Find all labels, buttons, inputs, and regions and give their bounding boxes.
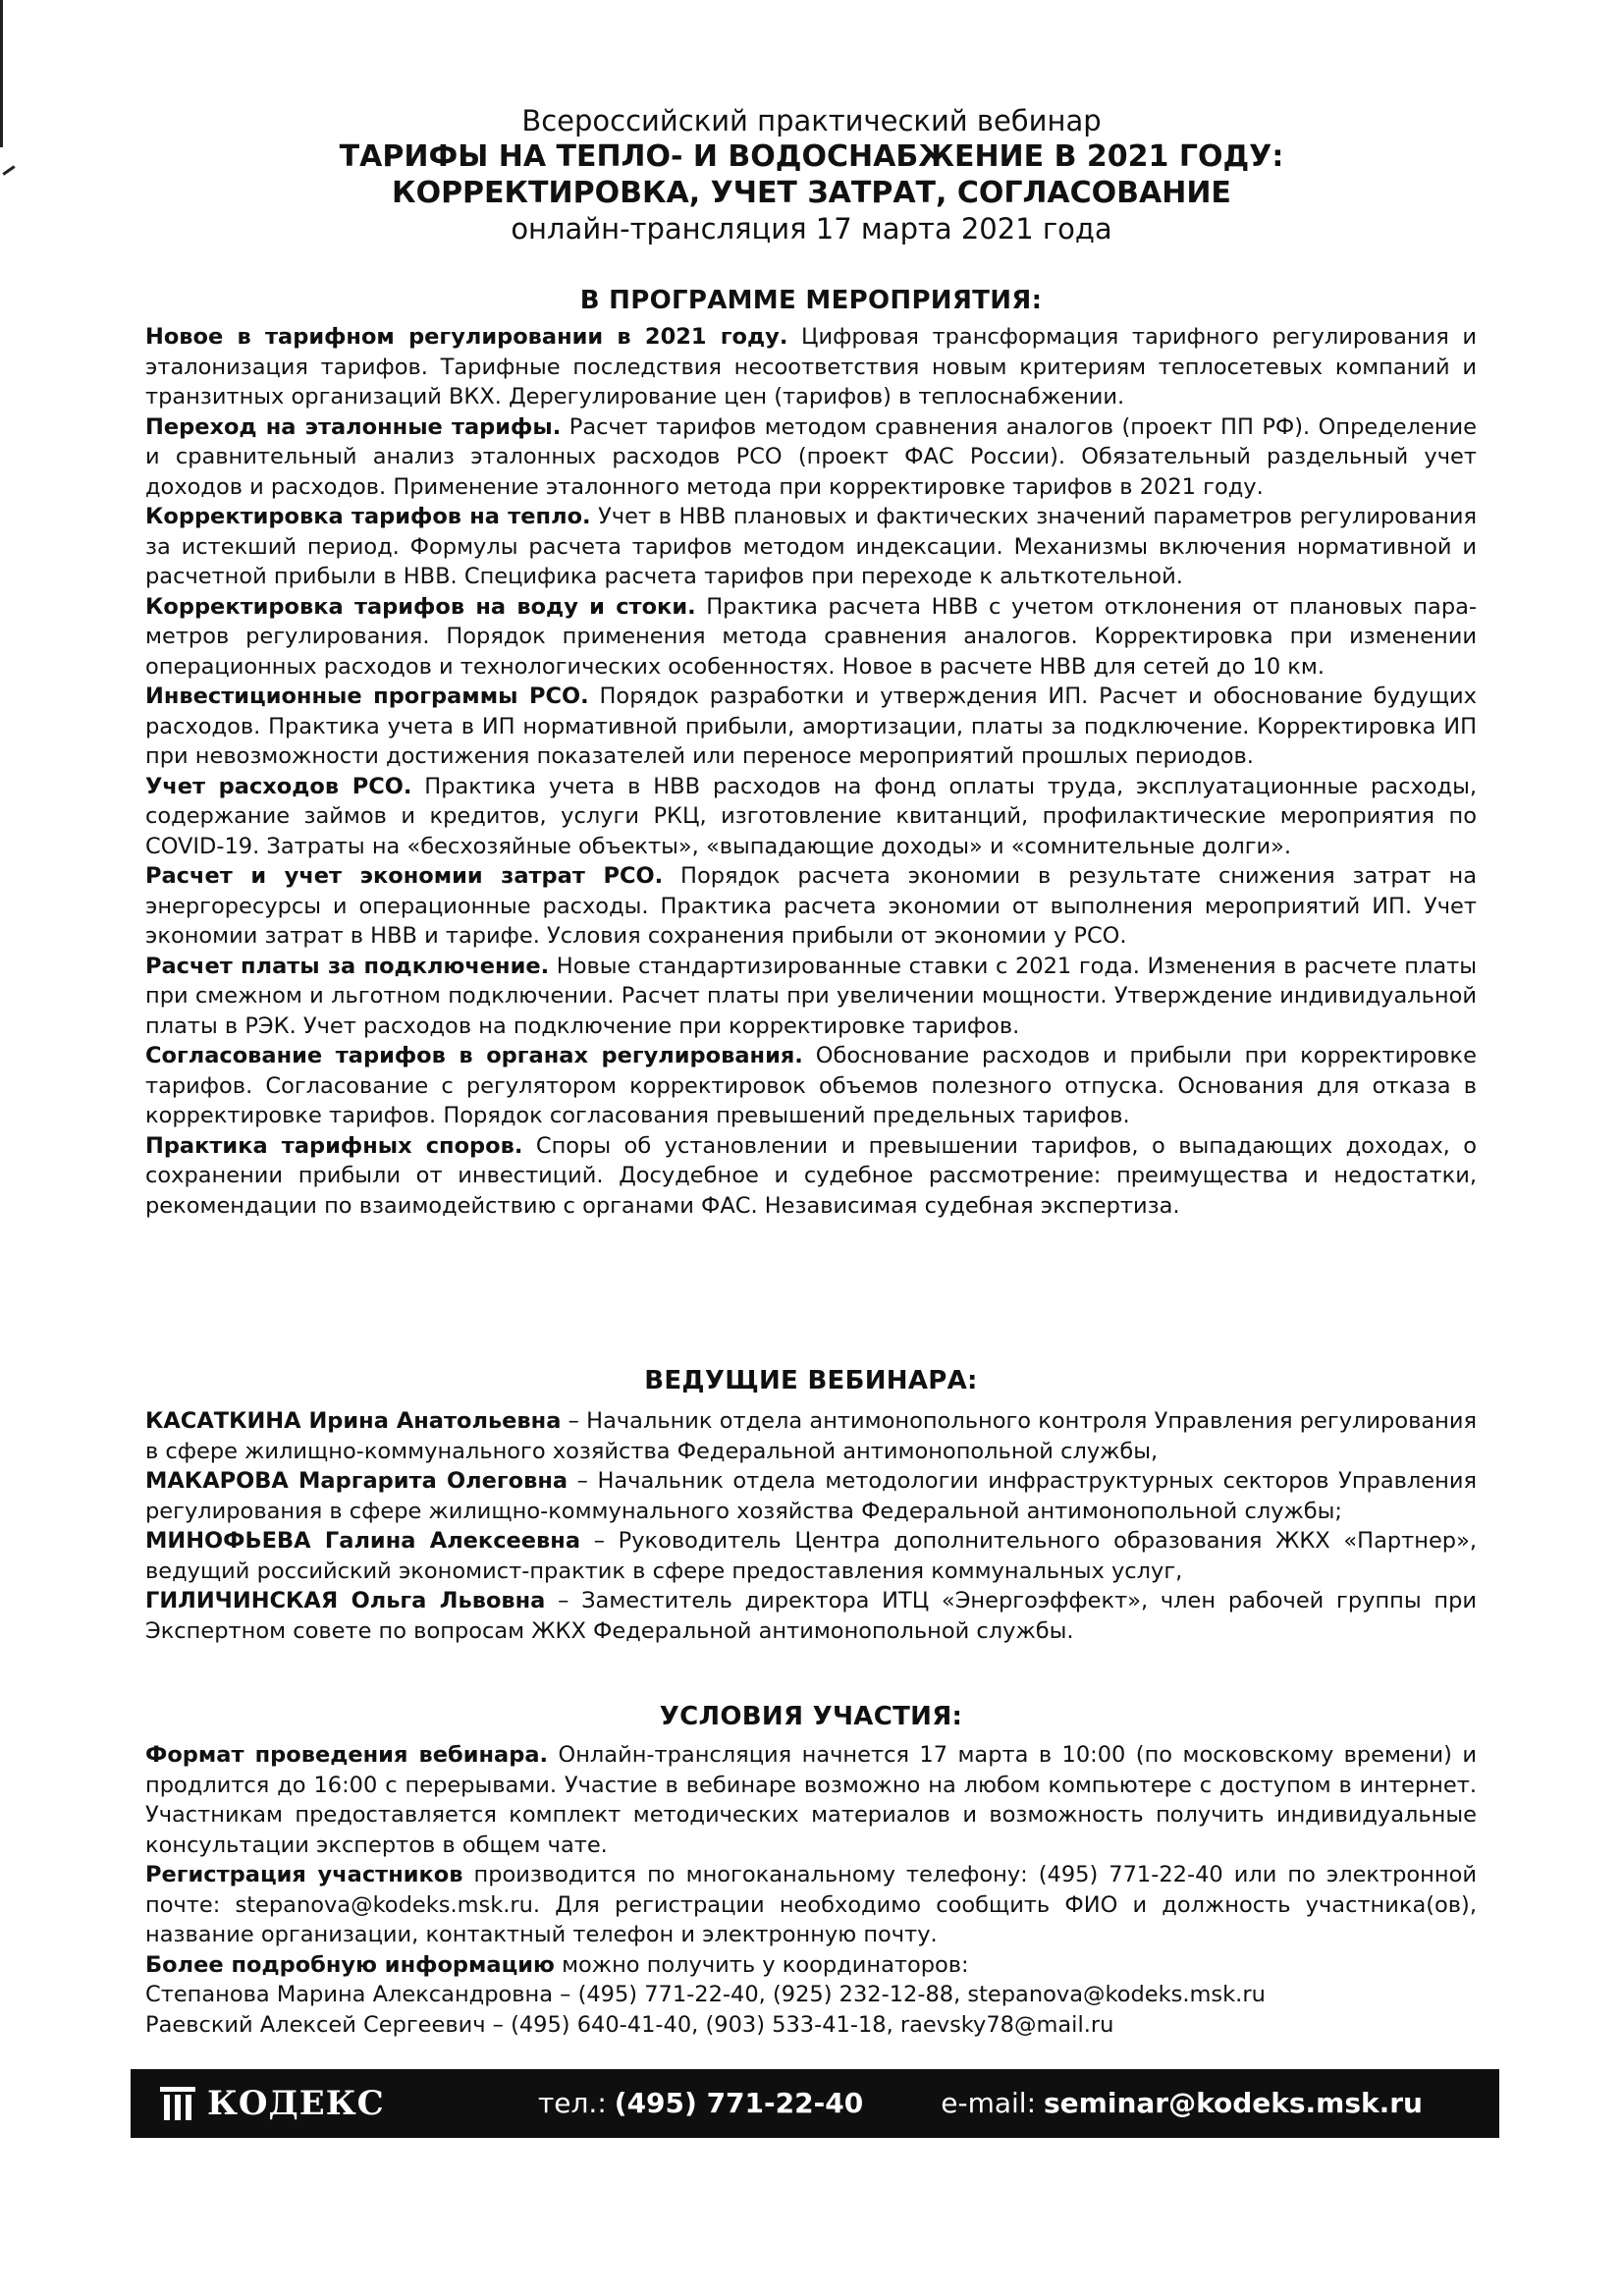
host-description: – Заместитель директора ИТЦ «Энергоэффект», член рабочей группы при Экспертном совете по вопросам ЖКХ Федеральной антимонопольной службы. xyxy=(145,1588,1477,1644)
info-title: Более подробную информацию xyxy=(145,1951,555,1978)
conditions-block xyxy=(145,1740,1477,2040)
host-entry xyxy=(145,1586,1477,1646)
program-item-title: Расчет и учет экономии затрат РСО. xyxy=(145,863,664,889)
format-title: Формат проведения вебинара. xyxy=(145,1742,549,1768)
phone-number: (495) 771-22-40 xyxy=(614,2087,864,2119)
host-entry xyxy=(145,1406,1477,1466)
program-item-title: Инвестиционные программы РСО. xyxy=(145,683,589,709)
program-item-text: Новые стандартизированные ставки с 2021 года. Изменения в расчете платы при смежном и льготном подключении. Расчет платы при увеличении мощности. Утверждение индивидуальной платы в РЭК. Учет расходов на подключение при корректировке тарифов. xyxy=(145,953,1477,1039)
main-title-line2: КОРРЕКТИРОВКА, УЧЕТ ЗАТРАТ, СОГЛАСОВАНИЕ xyxy=(392,176,1231,210)
columns-icon xyxy=(160,2085,195,2122)
footer-phone xyxy=(538,2087,863,2119)
program-item-text: Обоснование расходов и прибыли при корректировке тарифов. Согласование с регулятором корректировок объемов полезного отпуска. Основания для отказа в корректировке тарифов. Порядок согласования превышений предельных тарифов. xyxy=(145,1043,1477,1128)
format-text: Онлайн-трансляция начнется 17 марта в 10:00 (по московскому времени) и продлится до 16:00 с перерывами. Участие в вебинаре возможно на любом компьютере с доступом в интернет. Участникам предоставляется комплект методических материалов и возможность получить индивидуальные консультации экспертов в общем чате. xyxy=(145,1742,1478,1858)
coordinator-contact: Степанова Марина Александровна – (495) 771-22-40, (925) 232-12-88, stepanova@kodeks.msk.ru xyxy=(145,1982,1266,2007)
scan-edge-mark xyxy=(0,0,3,147)
program-item-title: Расчет платы за подключение. xyxy=(145,953,550,979)
program-item-title: Согласование тарифов в органах регулирования. xyxy=(145,1043,803,1068)
program-item xyxy=(145,1041,1477,1131)
program-item-text: Споры об установлении и превышении тарифов, о выпадающих доходах, о сохранении прибыли от инвестиций. Досудебное и судебное рассмотрение: преимущества и недостатки, рекомендации по взаимодействию с органами ФАС. Независимая судебная экспертиза. xyxy=(145,1132,1477,1219)
program-item-title: Учет расходов РСО. xyxy=(145,773,412,799)
program-item-title: Корректировка тарифов на тепло. xyxy=(145,504,591,529)
program-item-text: Расчет тарифов методом сравнения аналогов (проект ПП РФ). Определение и сравнительный анализ эталонных расходов РСО (проект ФАС России). Обязательный раздельный учет доходов и расходов. Применение эталонного метода при корректировке тарифов в 2021 году. xyxy=(145,413,1477,500)
program-item-text: Порядок разработки и утверждения ИП. Расчет и обоснование будущих расходов. Практика учета в ИП нормативной прибыли, амортизации, платы за подключение. Корректировка ИП при невозможности достижения показателей или переносе мероприятий прошлых периодов. xyxy=(145,683,1477,769)
info-text: можно получить у координаторов: xyxy=(562,1951,969,1978)
event-date: онлайн-трансляция 17 марта 2021 года xyxy=(511,212,1112,246)
info-paragraph xyxy=(145,1950,1477,1981)
program-item-text: Учет в НВВ плановых и фактических значений параметров регулирования за истекший период. Формулы расчета тарифов методом индексации. Механизмы включения нормативной и расчетной прибыли в НВВ. Специфика расчета тарифов при переходе к альткотельной. xyxy=(145,504,1477,589)
program-item-title: Корректировка тарифов на воду и стоки. xyxy=(145,593,696,620)
program-item-title: Новое в тарифном регулировании в 2021 году. xyxy=(145,324,788,350)
program-item-text: Практика расчета НВВ с учетом отклонения от плановых пара-метров регулирования. Порядок применения метода сравнения аналогов. Корректировка при изменении операционных расходов и технологических особенностях. Новое в расчете НВВ для сетей до 10 км. xyxy=(145,593,1478,680)
footer-email xyxy=(941,2087,1423,2119)
kodeks-logo xyxy=(160,2083,385,2124)
program-item-text: Порядок расчета экономии в результате снижения затрат на энергоресурсы и операционные расходы. Практика расчета экономии от выполнения мероприятий ИП. Учет экономии затрат в НВВ и тарифе. Условия сохранения прибыли от экономии у РСО. xyxy=(145,863,1477,949)
program-item xyxy=(145,772,1477,862)
program-item xyxy=(145,682,1477,772)
program-item-text: Цифровая трансформация тарифного регулирования и эталонизация тарифов. Тарифные последствия несоответствия новым критериям теплосетевых компаний и транзитных организаций ВКХ. Дерегулирование цен (тарифов) в теплоснабжении. xyxy=(145,324,1477,410)
program-item xyxy=(145,322,1477,412)
program-item-text: Практика учета в НВВ расходов на фонд оплаты труда, эксплуатационные расходы, содержание займов и кредитов, услуги РКЦ, изготовление квитанций, профилактические мероприятия по COVID-19. Затраты на «бесхозяйные объекты», «выпадающие доходы» и «сомнительные долги». xyxy=(145,773,1478,859)
host-description: – Руководитель Центра дополнительного образования ЖКХ «Партнер», ведущий российский экономист-практик в сфере предоставления коммунальных услуг, xyxy=(145,1528,1478,1584)
coordinator-contact: Раевский Алексей Сергеевич – (495) 640-41-40, (903) 533-41-18, raevsky78@mail.ru xyxy=(145,2011,1114,2038)
program-item xyxy=(145,502,1477,592)
phone-label: тел.: xyxy=(538,2087,607,2119)
program-item xyxy=(145,592,1477,683)
conditions-heading: УСЛОВИЯ УЧАСТИЯ: xyxy=(659,1702,963,1731)
host-entry xyxy=(145,1466,1477,1526)
host-name: КАСАТКИНА Ирина Анатольевна xyxy=(145,1408,562,1434)
format-paragraph xyxy=(145,1740,1477,1860)
host-name: МИНОФЬЕВА Галина Алексеевна xyxy=(145,1528,581,1554)
scan-edge-tick xyxy=(2,165,15,175)
program-item xyxy=(145,952,1477,1042)
registration-title: Регистрация участников xyxy=(145,1862,463,1887)
registration-paragraph xyxy=(145,1860,1477,1950)
footer-contact-bar xyxy=(131,2069,1499,2138)
email-address: seminar@kodeks.msk.ru xyxy=(1044,2087,1423,2119)
host-description: – Начальник отдела антимонопольного контроля Управления регулирования в сфере жилищно-коммунального хозяйства Федеральной антимонопольной службы, xyxy=(145,1408,1478,1464)
host-entry xyxy=(145,1526,1477,1586)
email-label: e-mail: xyxy=(941,2087,1037,2119)
program-item-title: Практика тарифных споров. xyxy=(145,1132,523,1159)
host-name: МАКАРОВА Маргарита Олеговна xyxy=(145,1468,568,1494)
program-item-title: Переход на эталонные тарифы. xyxy=(145,413,562,440)
host-name: ГИЛИЧИНСКАЯ Ольга Львовна xyxy=(145,1588,546,1613)
program-item xyxy=(145,1131,1477,1222)
program-heading: В ПРОГРАММЕ МЕРОПРИЯТИЯ: xyxy=(579,286,1043,315)
host-description: – Начальник отдела методологии инфраструктурных секторов Управления регулирования в сфере жилищно-коммунального хозяйства Федеральной антимонопольной службы; xyxy=(145,1468,1477,1524)
registration-text: производится по многоканальному телефону: (495) 771-22-40 или по электронной почте: stepanova@kodeks.msk.ru. Для регистрации необходимо сообщить ФИО и должность участника(ов), название организации, контактный телефон и электронную почту. xyxy=(145,1862,1477,1947)
program-list xyxy=(145,322,1477,1221)
document-header xyxy=(98,103,1525,247)
hosts-list xyxy=(145,1406,1477,1646)
program-item xyxy=(145,412,1477,503)
main-title-line1: ТАРИФЫ НА ТЕПЛО- И ВОДОСНАБЖЕНИЕ В 2021 ГОДУ: xyxy=(339,139,1284,174)
program-item xyxy=(145,861,1477,952)
hosts-heading: ВЕДУЩИЕ ВЕБИНАРА: xyxy=(644,1366,978,1395)
pre-title: Всероссийский практический вебинар xyxy=(521,104,1102,137)
logo-text: КОДЕКС xyxy=(207,2084,385,2123)
